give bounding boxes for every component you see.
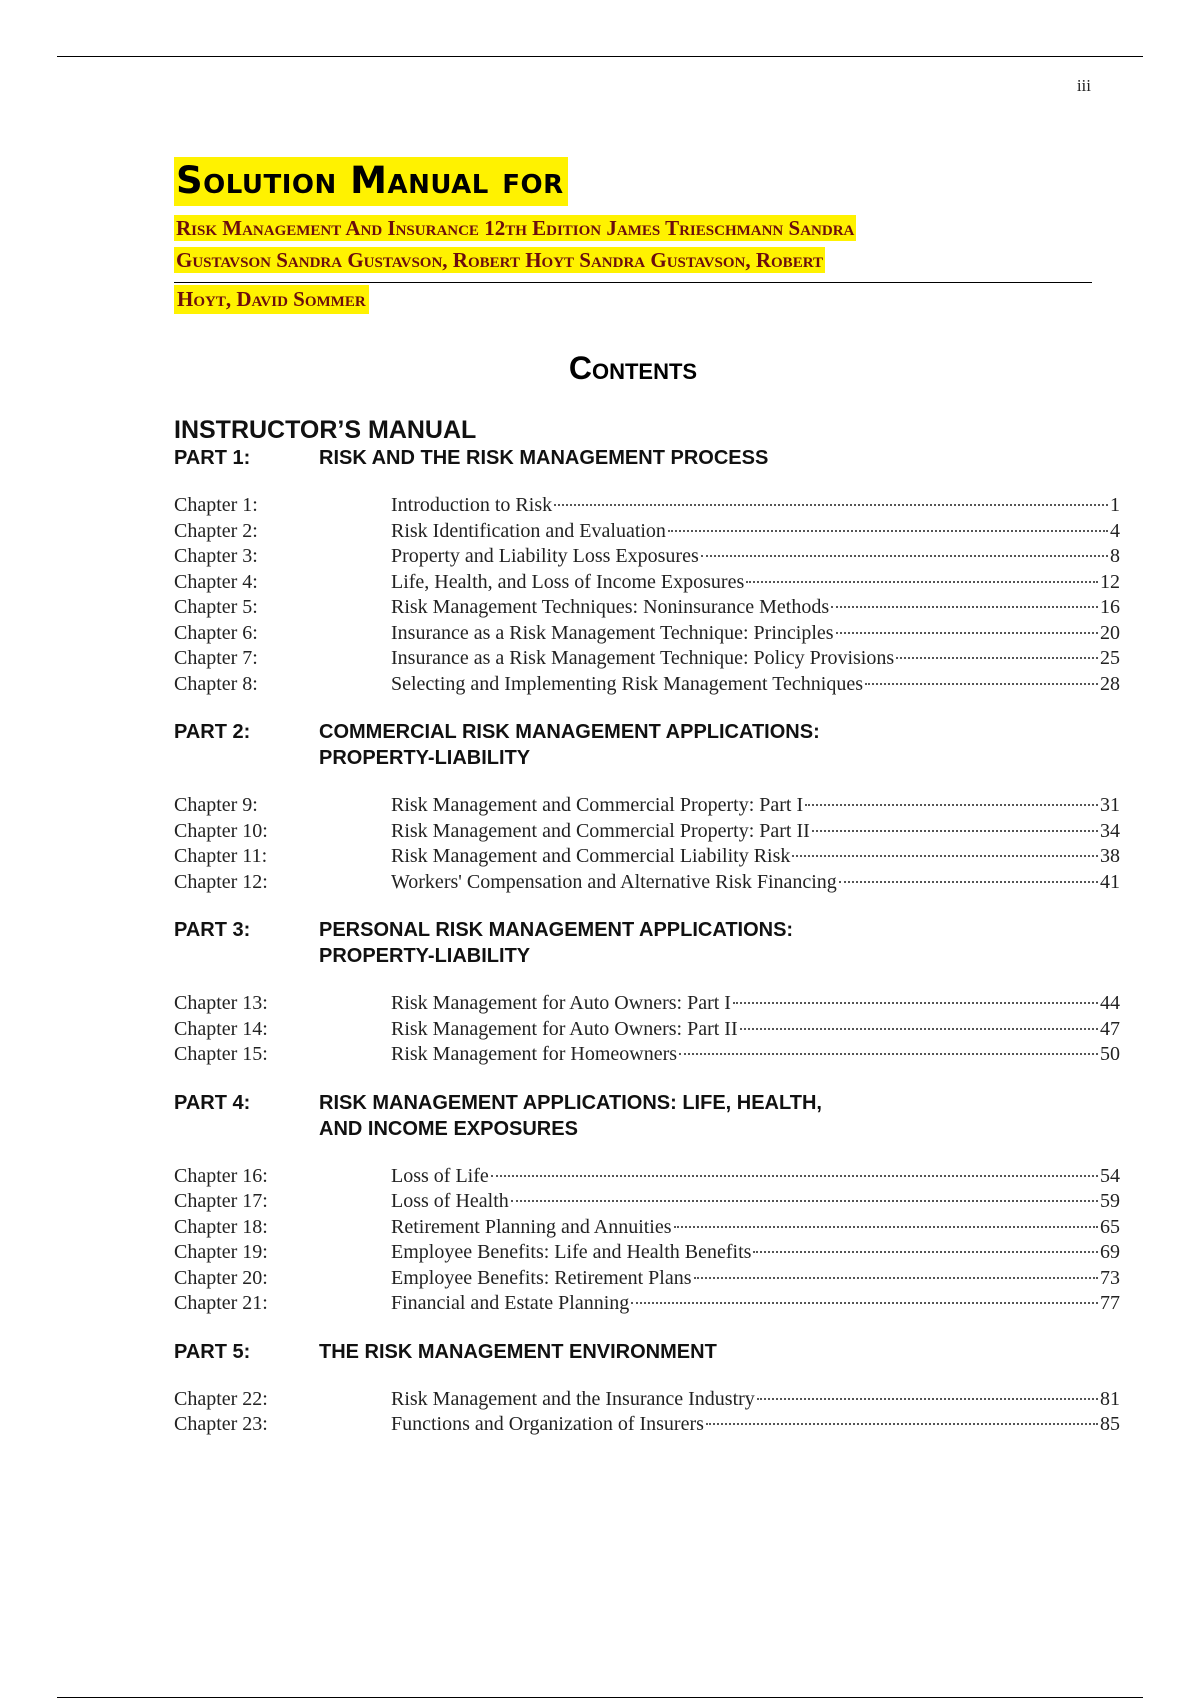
chapter-entry — [174, 870, 1120, 896]
chapter-label: Chapter 13: — [174, 992, 268, 1014]
chapter-page-number: 1 — [1110, 494, 1120, 516]
chapter-page-number: 85 — [1100, 1413, 1120, 1435]
page-number: iii — [1076, 76, 1091, 95]
subtitle-authors-end: Hoyt, David Sommer — [174, 285, 369, 314]
chapter-entry — [174, 1164, 1120, 1190]
chapter-entry — [174, 1017, 1120, 1043]
dot-leader — [694, 1277, 1099, 1279]
chapter-entry — [174, 595, 1120, 621]
chapter-label: Chapter 8: — [174, 672, 258, 695]
chapter-page-number: 4 — [1110, 519, 1120, 542]
chapter-entry — [174, 844, 1120, 870]
chapter-title: Life, Health, and Loss of Income Exposures — [391, 570, 745, 593]
chapter-entry — [174, 672, 1120, 698]
dot-leader — [631, 1302, 1098, 1304]
chapter-entry — [174, 1042, 1120, 1068]
part-title-line: PROPERTY-LIABILITY — [319, 945, 531, 967]
dot-leader — [491, 1175, 1098, 1177]
part-title — [319, 445, 1120, 471]
subtitle-line: Risk Management And Insurance 12th Edition James Trieschmann Sandra — [176, 216, 855, 240]
dot-leader — [701, 555, 1108, 557]
chapter-entry — [174, 1291, 1120, 1317]
chapter-label: Chapter 16: — [174, 1164, 268, 1187]
part-heading — [174, 1339, 1120, 1365]
chapter-label: Chapter 3: — [174, 545, 258, 567]
chapter-entry — [174, 646, 1120, 672]
chapter-label: Chapter 15: — [174, 1043, 268, 1065]
dot-leader — [812, 830, 1098, 832]
dot-leader — [757, 1398, 1098, 1400]
dot-leader — [554, 504, 1108, 506]
chapter-title: Risk Management and the Insurance Industry — [391, 1387, 755, 1410]
chapter-page-number: 12 — [1100, 570, 1120, 593]
chapter-title: Risk Management for Auto Owners: Part I — [391, 992, 731, 1014]
part-title-line: RISK AND THE RISK MANAGEMENT PROCESS — [319, 447, 769, 469]
chapter-title: Selecting and Implementing Risk Management Techniques — [391, 672, 864, 695]
dot-leader — [839, 881, 1098, 883]
chapter-page-number: 16 — [1100, 596, 1120, 618]
part-label: PART 5: — [174, 1340, 251, 1363]
chapter-page-number: 8 — [1110, 545, 1120, 567]
chapter-title: Employee Benefits: Life and Health Benefits — [391, 1241, 752, 1263]
chapter-title: Financial and Estate Planning — [391, 1292, 630, 1314]
chapter-title: Risk Identification and Evaluation — [391, 519, 666, 542]
chapter-label: Chapter 9: — [174, 794, 258, 816]
chapter-label: Chapter 6: — [174, 621, 258, 644]
chapter-label: Chapter 1: — [174, 494, 258, 516]
page-content — [174, 157, 1120, 1460]
chapter-page-number: 81 — [1100, 1387, 1120, 1410]
dot-leader — [896, 657, 1098, 659]
chapter-entry — [174, 819, 1120, 845]
chapter-list — [174, 793, 1120, 895]
part-label: PART 1: — [174, 447, 251, 469]
chapter-title: Insurance as a Risk Management Technique: Principles — [391, 621, 834, 644]
table-of-contents — [174, 445, 1120, 1438]
chapter-entry — [174, 544, 1120, 570]
dot-leader — [836, 632, 1098, 634]
chapter-page-number: 69 — [1100, 1241, 1120, 1263]
chapter-title: Functions and Organization of Insurers — [391, 1413, 704, 1435]
part-heading — [174, 917, 1120, 969]
chapter-entry — [174, 1412, 1120, 1438]
chapter-title: Risk Management Techniques: Noninsurance Methods — [391, 596, 830, 618]
dot-leader — [746, 581, 1098, 583]
chapter-label: Chapter 17: — [174, 1190, 268, 1212]
chapter-label: Chapter 11: — [174, 845, 268, 867]
chapter-title: Risk Management and Commercial Liability Risk — [391, 845, 791, 867]
chapter-title: Property and Liability Loss Exposures — [391, 545, 699, 567]
chapter-page-number: 65 — [1100, 1215, 1120, 1238]
dot-leader — [740, 1028, 1098, 1030]
part-title-line: AND INCOME EXPOSURES — [319, 1117, 578, 1140]
dot-leader — [674, 1226, 1098, 1228]
chapter-label: Chapter 10: — [174, 819, 268, 842]
chapter-page-number: 44 — [1100, 992, 1120, 1014]
chapter-page-number: 54 — [1100, 1164, 1120, 1187]
dot-leader — [733, 1002, 1098, 1004]
chapter-list — [174, 493, 1120, 697]
dot-leader — [511, 1200, 1098, 1202]
dot-leader — [753, 1251, 1098, 1253]
chapter-entry — [174, 991, 1120, 1017]
part-heading — [174, 719, 1120, 771]
dot-leader — [865, 683, 1098, 685]
chapter-entry — [174, 519, 1120, 545]
chapter-entry — [174, 570, 1120, 596]
chapter-page-number: 34 — [1100, 819, 1120, 842]
part-title-line: PROPERTY-LIABILITY — [319, 747, 531, 769]
part-title-line: COMMERCIAL RISK MANAGEMENT APPLICATIONS: — [319, 721, 820, 743]
chapter-label: Chapter 21: — [174, 1292, 268, 1314]
chapter-title: Risk Management and Commercial Property: Part I — [391, 794, 804, 816]
chapter-title: Risk Management for Auto Owners: Part II — [391, 1017, 738, 1040]
chapter-entry — [174, 1266, 1120, 1292]
chapter-title: Risk Management for Homeowners — [391, 1043, 678, 1065]
chapter-entry — [174, 793, 1120, 819]
part-title — [319, 1090, 1120, 1142]
part-label: PART 4: — [174, 1091, 251, 1114]
manual-heading: INSTRUCTOR’S MANUAL — [174, 416, 477, 444]
chapter-entry — [174, 1387, 1120, 1413]
chapter-page-number: 47 — [1100, 1017, 1120, 1040]
subtitle-line: Gustavson Sandra Gustavson, Robert Hoyt Sandra Gustavson, Robert — [176, 248, 824, 272]
chapter-title: Loss of Health — [391, 1190, 509, 1212]
part-title — [319, 1339, 1120, 1365]
chapter-label: Chapter 4: — [174, 570, 258, 593]
dot-leader — [706, 1423, 1098, 1425]
chapter-title: Insurance as a Risk Management Technique: Policy Provisions — [391, 647, 895, 669]
document-subtitle — [174, 212, 1054, 276]
chapter-page-number: 31 — [1100, 794, 1120, 816]
chapter-entry — [174, 493, 1120, 519]
chapter-entry — [174, 1240, 1120, 1266]
chapter-page-number: 28 — [1100, 672, 1120, 695]
chapter-label: Chapter 14: — [174, 1017, 268, 1040]
chapter-entry — [174, 1189, 1120, 1215]
chapter-label: Chapter 19: — [174, 1241, 268, 1263]
chapter-list — [174, 991, 1120, 1068]
part-heading — [174, 445, 1120, 471]
part-heading — [174, 1090, 1120, 1142]
top-rule — [57, 56, 1143, 57]
chapter-title: Employee Benefits: Retirement Plans — [391, 1266, 692, 1289]
chapter-list — [174, 1164, 1120, 1317]
chapter-page-number: 41 — [1100, 870, 1120, 893]
chapter-page-number: 73 — [1100, 1266, 1120, 1289]
chapter-label: Chapter 2: — [174, 519, 258, 542]
part-title-line: THE RISK MANAGEMENT ENVIRONMENT — [319, 1340, 717, 1363]
chapter-page-number: 20 — [1100, 621, 1120, 644]
contents-heading: Contents — [568, 350, 698, 386]
part-title-line: RISK MANAGEMENT APPLICATIONS: LIFE, HEALTH, — [319, 1091, 822, 1114]
dot-leader — [679, 1053, 1098, 1055]
dot-leader — [792, 855, 1098, 857]
chapter-label: Chapter 5: — [174, 596, 258, 618]
document-title: Solution Manual for — [174, 157, 568, 206]
chapter-title: Risk Management and Commercial Property: Part II — [391, 819, 810, 842]
chapter-title: Introduction to Risk — [391, 494, 553, 516]
part-title — [319, 917, 1120, 969]
part-label: PART 2: — [174, 721, 251, 743]
chapter-title: Retirement Planning and Annuities — [391, 1215, 672, 1238]
chapter-label: Chapter 20: — [174, 1266, 268, 1289]
part-label: PART 3: — [174, 919, 251, 941]
dot-leader — [668, 530, 1108, 532]
chapter-page-number: 77 — [1100, 1292, 1120, 1314]
chapter-label: Chapter 7: — [174, 647, 258, 669]
bottom-rule — [57, 1697, 1143, 1698]
title-rule — [174, 282, 1092, 283]
part-title — [319, 719, 1120, 771]
chapter-label: Chapter 12: — [174, 870, 268, 893]
chapter-entry — [174, 1215, 1120, 1241]
chapter-title: Loss of Life — [391, 1164, 489, 1187]
chapter-page-number: 59 — [1100, 1190, 1120, 1212]
chapter-page-number: 50 — [1100, 1043, 1120, 1065]
dot-leader — [831, 606, 1098, 608]
part-title-line: PERSONAL RISK MANAGEMENT APPLICATIONS: — [319, 919, 794, 941]
chapter-label: Chapter 22: — [174, 1387, 268, 1410]
chapter-list — [174, 1387, 1120, 1438]
dot-leader — [805, 804, 1098, 806]
chapter-title: Workers' Compensation and Alternative Risk Financing — [391, 870, 837, 893]
chapter-label: Chapter 18: — [174, 1215, 268, 1238]
chapter-page-number: 38 — [1100, 845, 1120, 867]
chapter-label: Chapter 23: — [174, 1413, 268, 1435]
chapter-entry — [174, 621, 1120, 647]
chapter-page-number: 25 — [1100, 647, 1120, 669]
